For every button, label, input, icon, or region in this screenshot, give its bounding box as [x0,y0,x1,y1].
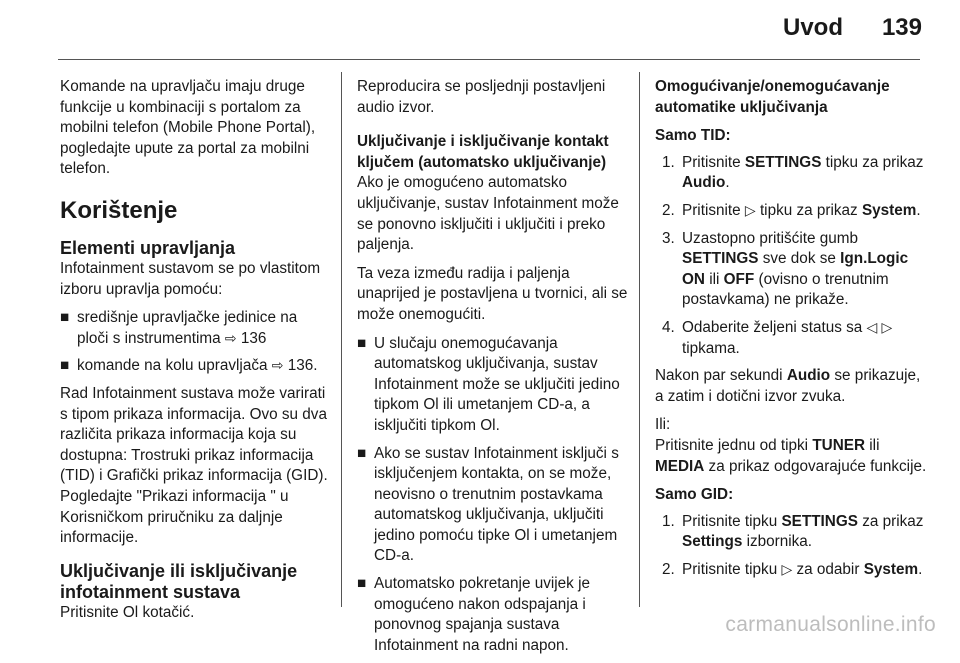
menu-name: System [863,560,919,578]
factory-setting-paragraph: Ta veza između radija i paljenja unaprijed je postavljena u tvornici, ali se može onemogućiti. [357,264,628,323]
option-name: Ign.Logic ON [682,250,909,288]
bullet-icon: ■ [357,575,367,593]
column-2 [357,77,629,663]
list-item: ■ komande na kolu upravljača ⇨ 136. [60,356,332,377]
page-reference-arrow-icon: ⇨ [271,358,284,375]
page-reference[interactable]: 136. [287,357,318,375]
option-name: OFF [723,270,755,288]
subheading-power: Uključivanje ili isključivanje infotainment sustava [60,560,298,602]
list-item: 2. Pritisnite tipku ▷ za odabir System. [662,560,923,578]
bullet-icon: ■ [357,334,367,352]
menu-name: System [861,201,917,219]
key-name: TUNER [812,436,866,454]
last-source-paragraph: Reproducira se posljednji postavljeni audio izvor. [357,78,606,116]
list-item: ■ središnje upravljačke jedinice na ploči s instrumentima ⇨ 136 [60,309,298,347]
bullet-icon: ■ [60,309,70,327]
list-item: 3. Uzastopno pritišćite gumb SETTINGS sve dok se Ign.Logic ON ili OFF (ovisno o trenutnim postavkama) ne prikaže. [662,229,909,309]
list-item: 2. Pritisnite ▷ tipku za prikaz System. [662,201,921,219]
alternative-paragraph: Pritisnite jednu od tipki TUNER ili MEDIA za prikaz odgovarajuće funkcije. [655,436,927,475]
bullet-icon: ■ [357,444,367,462]
page-header [0,10,960,50]
key-name: SETTINGS [781,512,858,530]
next-triangle-icon: ▷ [744,202,756,219]
section-heading: Korištenje [60,196,178,224]
gid-label: Samo GID: [655,486,734,504]
column-3 [655,77,927,587]
next-triangle-icon: ▷ [881,319,893,336]
menu-name: Audio [786,367,831,385]
prev-triangle-icon: ◁ [866,319,878,336]
bullet-icon: ■ [60,357,70,375]
key-name: MEDIA [655,457,705,475]
header-divider [58,59,920,60]
column-divider [341,72,342,607]
key-name: SETTINGS [682,250,759,268]
intro-paragraph: Komande na upravljaču imaju druge funkcije u kombinaciji s portalom za mobilni telefon (Mobile Phone Portal), pogledajte upute za portal za mobilni telefon. [60,78,316,178]
list-item: 1. Pritisnite tipku SETTINGS za prikaz Settings izbornika. [662,512,924,551]
power-knob-icon: Ol [122,603,139,621]
display-types-paragraph: Rad Infotainment sustava može varirati s tipom prikaza informacija. Ovo su dva različita prikaza informacija koja su dostupna: Trostruki prikaz informacija (TID) i Grafički prikaz informacija (GID). Pogledajte "Prikazi informacija " u Korisničkom priručniku za daljnje informacije. [60,384,328,547]
page-number: 139 [881,14,922,41]
menu-name: Audio [682,174,726,192]
page-header-title: Uvod [783,14,843,41]
page-reference-arrow-icon: ⇨ [224,330,237,347]
next-triangle-icon: ▷ [781,561,793,578]
subheading-controls: Elementi upravljanja [60,237,236,258]
power-knob-icon: Ol [514,526,530,544]
autostart-paragraph: Ako je omogućeno automatsko uključivanje, sustav Infotainment može se ponovno isključiti i uključiti i preko paljenja. [357,174,619,254]
column-divider [639,72,640,607]
list-item: 1. Pritisnite SETTINGS tipku za prikaz Audio. [662,153,924,192]
power-knob-icon: Ol [480,416,496,434]
tid-label: Samo TID: [655,127,731,145]
list-item: 4. Odaberite željeni status sa ◁ ▷ tipkama. [662,318,893,357]
column-1 [60,77,332,631]
list-item: ■ Ako se sustav Infotainment isključi s isključenjem kontakta, on se može, neovisno o trenutnim postavkama automatskog uključivanja, uključiti jedino pomoću tipke Ol i umetanjem CD-a. [357,444,619,565]
power-knob-icon: Ol [423,396,439,414]
list-item: ■ U slučaju onemogućavanja automatskog uključivanja, sustav Infotainment može se uključiti jedino tipkom Ol ili umetanjem CD-a, a isključiti tipkom Ol. [357,334,620,434]
subheading-ignition: Uključivanje i isključivanje kontakt ključem (automatsko uključivanje) [357,133,609,171]
page-reference[interactable]: 136 [240,329,267,347]
key-name: SETTINGS [744,153,822,171]
power-paragraph: Pritisnite Ol kotačić. [60,603,195,621]
subheading-autostart-toggle: Omogućivanje/onemogućavanje automatike uključivanja [655,78,890,116]
or-label: Ili: [655,416,671,434]
watermark: carmanualsonline.info [725,613,936,636]
list-item: ■ Automatsko pokretanje uvijek je omogućeno nakon odspajanja i ponovnog spajanja sustava Infotainment na radni napon. [357,575,590,654]
controls-paragraph: Infotainment sustavom se po vlastitom izboru upravlja pomoću: [60,259,321,298]
result-paragraph: Nakon par sekundi Audio se prikazuje, a zatim i dotični izvor zvuka. [655,367,921,405]
menu-name: Settings [682,533,743,551]
